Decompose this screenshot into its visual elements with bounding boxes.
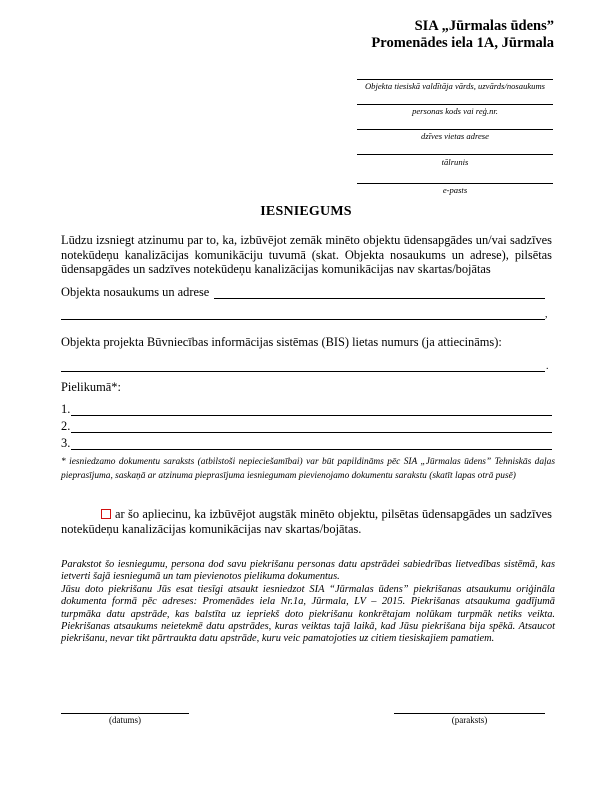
object-name-input-line2[interactable] [61, 319, 545, 320]
bis-number-input[interactable] [61, 371, 545, 372]
intro-paragraph: Lūdzu izsniegt atzinumu par to, ka, izbūvējot zemāk minēto objektu ūdensapgādes un/vai sadzīves notekūdeņu kanalizācijas komunikāciju tuvumā (skat. Objekta nosaukums un adrese), pilsētas ūdensapgādes un sadzīves notekūdeņu kanalizācijas komunikācijas nav skartas/bojātas [61, 233, 552, 277]
object-name-label: Objekta nosaukums un adrese [61, 285, 210, 299]
object-name-input-line1[interactable] [214, 298, 545, 299]
confirmation-text: ar šo apliecinu, ka izbūvējot augstāk minēto objektu, pilsētas ūdensapgādes un sadzīves notekūdeņu kanalizācijas komunikācijas nav skartas/bojātas. [61, 507, 552, 536]
document-title: IESNIEGUMS [260, 204, 352, 219]
object-name-end-mark: , [545, 309, 548, 320]
phone-label: tālrunis [441, 157, 469, 167]
email-input[interactable] [357, 183, 553, 184]
applicant-name-label: Objekta tiesiskā valdītāja vārds, uzvārds/nosaukums [364, 81, 546, 91]
phone-input[interactable] [357, 154, 553, 155]
date-label: (datums) [109, 715, 141, 725]
attachment-input-2[interactable] [71, 432, 552, 433]
residence-address-input[interactable] [357, 129, 553, 130]
attachment-input-1[interactable] [71, 415, 552, 416]
applicant-name-input[interactable] [357, 79, 553, 80]
bis-number-end-mark: . [546, 361, 549, 372]
bis-number-label: Objekta projekta Būvniecības informācijas sistēmas (BIS) lietas numurs (ja attiecināms): [61, 335, 502, 349]
attachments-footnote: * iesniedzamo dokumentu saraksts (atbilstoši nepieciešamībai) var būt papildināms pēc SIA „Jūrmalas ūdens” Tehniskās daļas pieprasījuma, saskaņā ar atzinuma pieprasījuma iesniegumam pievienojamo dokumentu sarakstu (skatīt lapas otrā pusē) [61, 457, 555, 481]
residence-address-label: dzīves vietas adrese [421, 131, 489, 141]
confirmation-statement [61, 507, 552, 536]
attachment-number-2: 2. [61, 419, 71, 433]
email-label: e-pasts [442, 185, 468, 195]
consent-paragraph-2: Jūsu doto piekrišanu Jūs esat tiesīgi atsaukt iesniedzot SIA “Jūrmalas ūdens” piekrišanas atsaukumu oriģināla dokumenta formā pēc adreses: Promenādes iela Nr.1a, Jūrmala, LV – 2015. Piekrišanas atsaukuma gadījumā turpmāka datu apstrāde, kas balstīta uz iepriekš doto piekrišanu konkrētajam nolūkam turpmāk netiks veikta. Piekrišanas atsaukums neietekmē datu apstrādes, kuras veiktas tajā laikā, kad Jūsu piekrišana bija spēkā. Atsaucot piekrišanu, nevar tikt pārtraukta datu apstrāde, kuru veic pamatojoties uz citiem tiesiskajiem pamatiem. [61, 583, 555, 645]
date-input[interactable] [61, 713, 189, 714]
attachment-number-3: 3. [61, 436, 71, 450]
signature-input[interactable] [394, 713, 545, 714]
consent-paragraph-1: Parakstot šo iesniegumu, persona dod savu piekrišanu personas datu apstrādei sabiedrības lietvedības sistēmā, kas ietverti šajā iesniegumā un tam pievienotos pielikuma dokumentus. [61, 559, 555, 583]
company-address: Promenādes iela 1A, Jūrmala [371, 35, 554, 51]
attachments-label: Pielikumā*: [61, 380, 121, 394]
confirmation-checkbox[interactable] [101, 509, 111, 519]
company-header [371, 18, 554, 52]
personal-code-input[interactable] [357, 104, 553, 105]
signature-label: (paraksts) [451, 715, 488, 725]
attachment-number-1: 1. [61, 402, 71, 416]
personal-code-label: personas kods vai reģ.nr. [412, 106, 498, 116]
attachment-input-3[interactable] [71, 449, 552, 450]
company-name: SIA „Jūrmalas ūdens” [414, 18, 554, 34]
consent-section [61, 559, 555, 646]
